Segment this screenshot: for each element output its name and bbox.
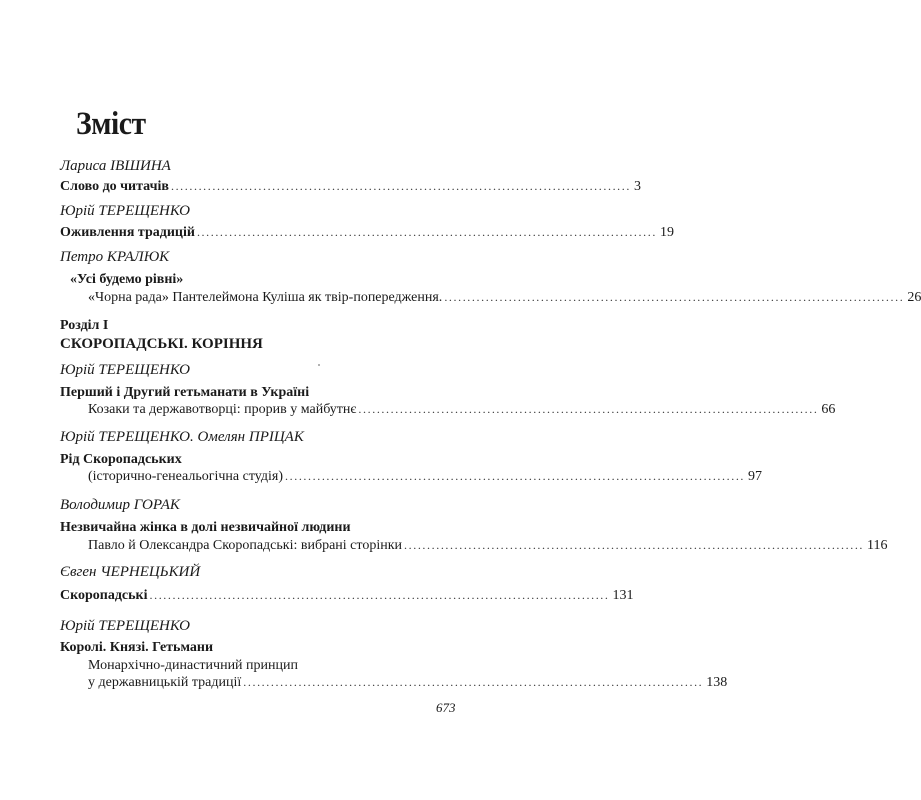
dot-leader: .................................................................................................... bbox=[149, 588, 610, 602]
entry-page: 66 bbox=[821, 402, 836, 417]
entry-page: 97 bbox=[748, 469, 763, 484]
entry-page: 138 bbox=[706, 675, 728, 690]
entry-author: Євген ЧЕРНЕЦЬКИЙ bbox=[60, 564, 201, 580]
entry-subtitle: (історично-генеальогічна студія) bbox=[88, 469, 284, 484]
toc-entry[interactable] bbox=[88, 538, 888, 556]
print-speck bbox=[318, 364, 320, 366]
dot-leader: .................................................................................................... bbox=[196, 225, 657, 239]
section-title: СКОРОПАДСЬКІ. КОРІННЯ bbox=[60, 336, 263, 352]
dot-leader: .................................................................................................... bbox=[358, 402, 819, 416]
entry-author: Юрій ТЕРЕЩЕНКО bbox=[60, 362, 190, 378]
entry-page: 3 bbox=[633, 179, 641, 194]
toc-entry[interactable] bbox=[60, 179, 641, 197]
entry-title: Скоропадські bbox=[60, 588, 148, 603]
section-label: Розділ І bbox=[60, 318, 109, 333]
toc-entry[interactable] bbox=[88, 469, 763, 487]
entry-title: Перший і Другий гетьманати в Україні bbox=[60, 385, 310, 400]
entry-page: 26 bbox=[907, 290, 921, 305]
entry-title: Оживлення традицій bbox=[60, 225, 195, 240]
entry-title: Незвичайна жінка в долі незвичайної людини bbox=[60, 520, 351, 535]
dot-leader: .................................................................................................... bbox=[243, 675, 704, 689]
entry-author: Петро КРАЛЮК bbox=[60, 249, 170, 265]
page-title: Зміст bbox=[76, 106, 146, 142]
entry-title: Королі. Князі. Гетьмани bbox=[60, 640, 214, 655]
entry-title: Слово до читачів bbox=[60, 179, 169, 194]
entry-subtitle: Козаки та державотворці: прорив у майбутнє bbox=[88, 402, 357, 417]
entry-subtitle: у державницькій традиції bbox=[88, 675, 242, 690]
entry-page: 19 bbox=[659, 225, 674, 240]
entry-author: Юрій ТЕРЕЩЕНКО. Омелян ПРІЦАК bbox=[60, 429, 304, 445]
entry-author: Юрій ТЕРЕЩЕНКО bbox=[60, 618, 190, 634]
entry-author: Юрій ТЕРЕЩЕНКО bbox=[60, 203, 190, 219]
entry-subtitle: «Чорна рада» Пантелеймона Куліша як твір-попередження. bbox=[88, 290, 443, 305]
toc-entry[interactable] bbox=[60, 588, 634, 606]
entry-page: 131 bbox=[612, 588, 634, 603]
entry-page: 116 bbox=[867, 538, 888, 553]
page-number: 673 bbox=[436, 700, 456, 715]
toc-entry[interactable] bbox=[60, 225, 674, 243]
entry-subtitle: Монархічно-династичний принцип bbox=[88, 658, 299, 673]
dot-leader: .................................................................................................... bbox=[285, 469, 746, 483]
dot-leader: .................................................................................................... bbox=[444, 290, 905, 304]
toc-entry[interactable] bbox=[88, 402, 836, 420]
entry-author: Лариса ІВШИНА bbox=[60, 158, 171, 174]
entry-author: Володимир ГОРАК bbox=[60, 497, 180, 513]
entry-title: Рід Скоропадських bbox=[60, 452, 182, 467]
entry-subtitle: Павло й Олександра Скоропадські: вибрані сторінки bbox=[88, 538, 403, 553]
dot-leader: .................................................................................................... bbox=[170, 179, 631, 193]
toc-entry[interactable] bbox=[88, 675, 728, 693]
entry-title: «Усі будемо рівні» bbox=[70, 272, 184, 287]
dot-leader: .................................................................................................... bbox=[404, 538, 865, 552]
toc-entry[interactable] bbox=[88, 290, 921, 308]
